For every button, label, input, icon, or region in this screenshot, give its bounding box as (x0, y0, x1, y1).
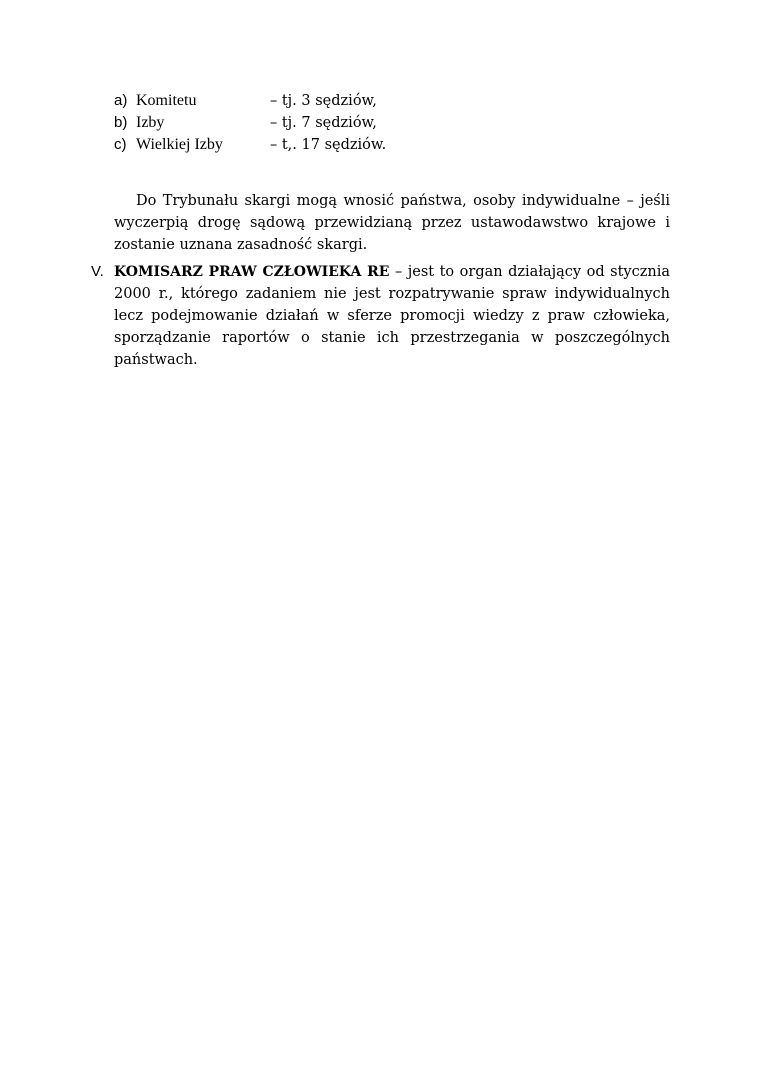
section-body (114, 261, 670, 371)
list-item-name: Komitetu (136, 92, 197, 109)
list-item-value: – tj. 7 sędziów, (270, 115, 377, 131)
list-marker: b) (114, 114, 128, 131)
tribunal-paragraph: Do Trybunału skargi mogą wnosić państwa, osoby indywidualne – jeśli wyczerpią drogę sądową przewidzianą przez ustawodawstwo krajowe i zostanie uznana zasadność skargi. (114, 192, 670, 253)
list-marker: c) (114, 136, 127, 153)
list-item (114, 90, 534, 112)
judges-list (114, 90, 534, 156)
list-item-value: – t,. 17 sędziów. (270, 137, 387, 153)
section-number: V. (91, 263, 104, 280)
section-text: – jest to organ działający od stycznia 2000 r., którego zadaniem nie jest rozpatrywanie spraw indywidualnych lecz podejmowanie działań w sferze promocji wiedzy z praw człowieka, sporządzanie raportów o stanie ich przestrzegania w poszczególnych państwach. (114, 264, 670, 368)
list-item-name: Wielkiej Izby (136, 136, 223, 153)
list-item-value: – tj. 3 sędziów, (270, 93, 377, 109)
list-marker: a) (114, 92, 128, 109)
section-heading: KOMISARZ PRAW CZŁOWIEKA RE (114, 264, 390, 280)
list-item (114, 134, 534, 156)
list-item-name: Izby (136, 114, 165, 131)
list-item (114, 112, 534, 134)
